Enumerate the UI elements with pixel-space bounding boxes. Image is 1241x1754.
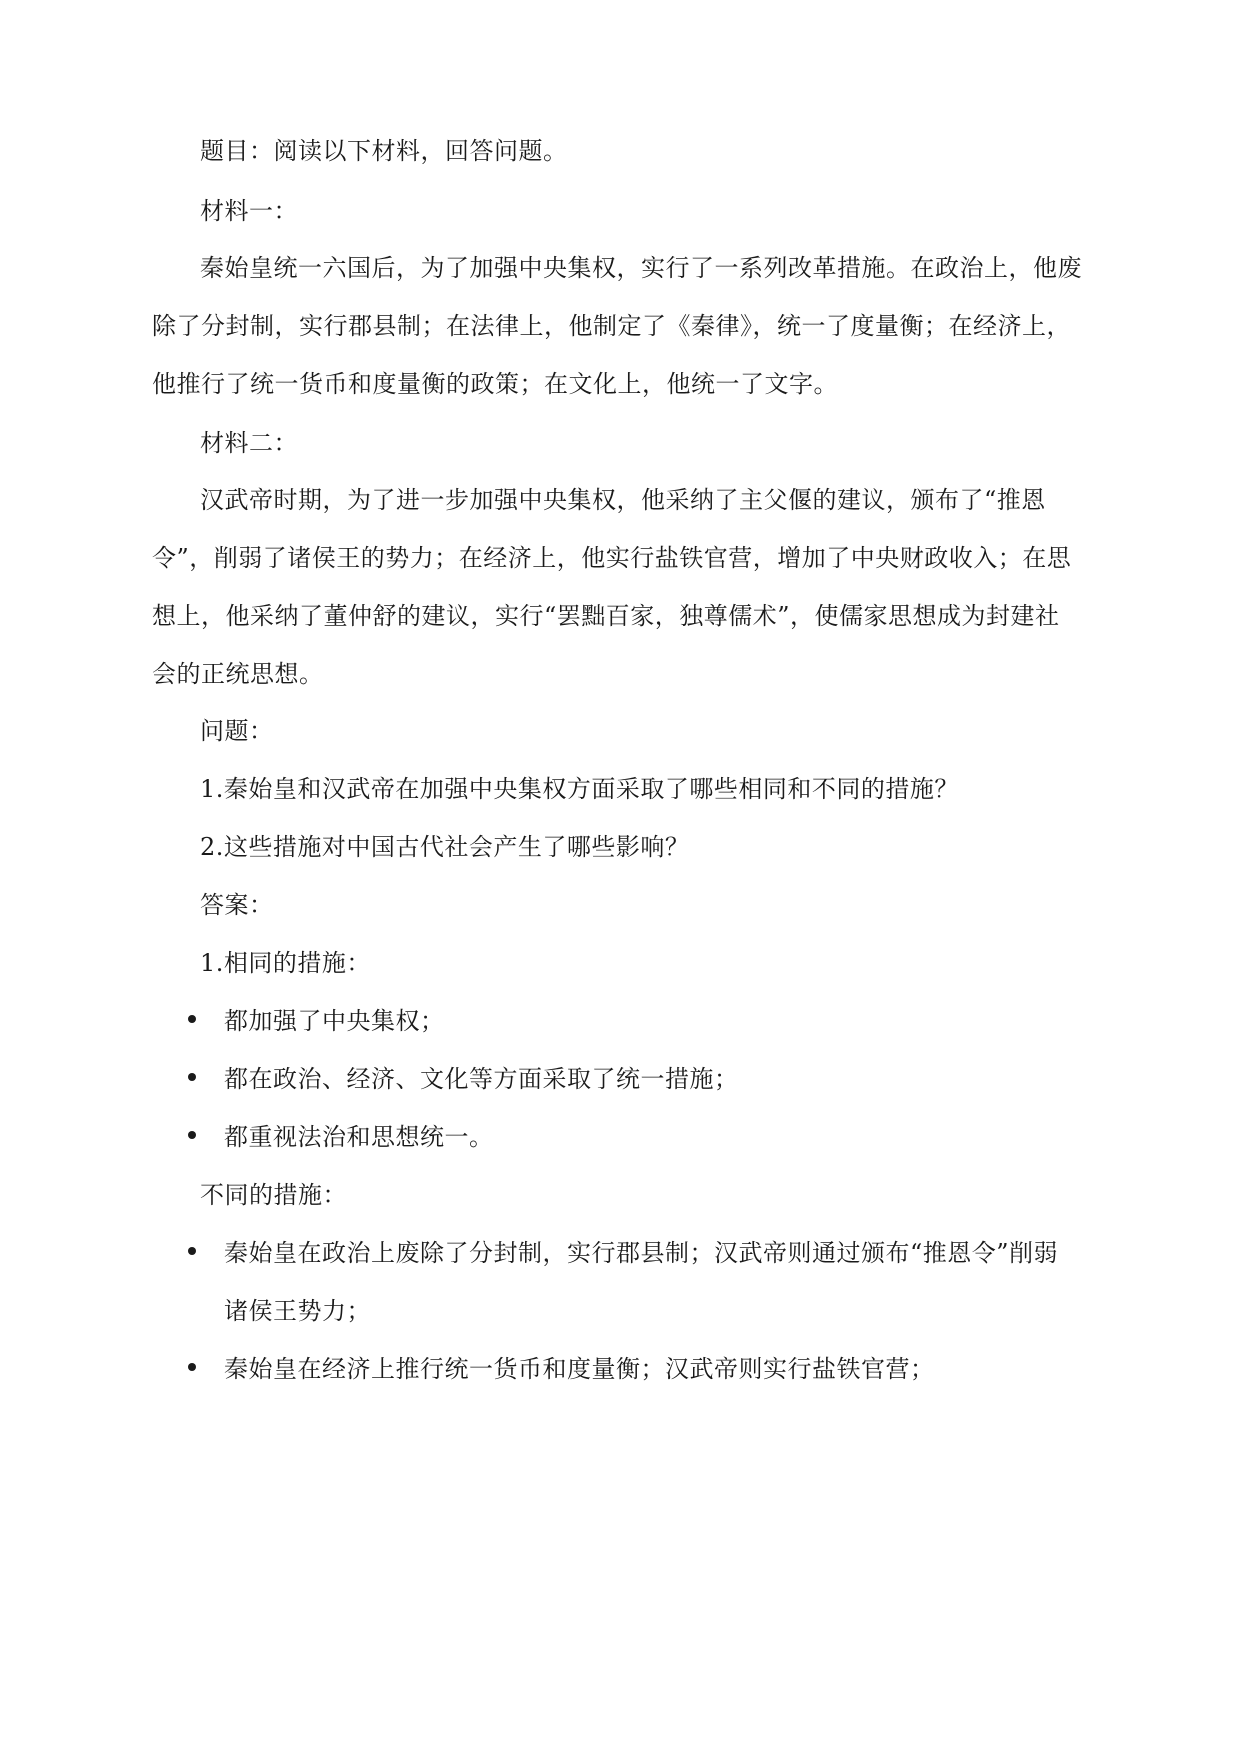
diff-measure-item-line: 秦始皇在经济上推行统一货币和度量衡；汉武帝则实行盐铁官营； (224, 1355, 935, 1383)
material2-line: 会的正统思想。 (152, 660, 324, 688)
material1-line: 秦始皇统一六国后，为了加强中央集权，实行了一系列改革措施。在政治上，他废 (200, 254, 1082, 282)
question-item: 1.秦始皇和汉武帝在加强中央集权方面采取了哪些相同和不同的措施？ (200, 775, 959, 803)
title-line: 题目：阅读以下材料，回答问题。 (200, 137, 568, 165)
same-measure-item: 都重视法治和思想统一。 (224, 1123, 494, 1151)
diff-measure-item-line: 诸侯王势力； (224, 1297, 371, 1325)
material1-line: 除了分封制，实行郡县制；在法律上，他制定了《秦律》，统一了度量衡；在经济上， (152, 312, 1071, 340)
answer-heading: 答案： (200, 891, 274, 919)
same-measure-item: 都加强了中央集权； (224, 1007, 445, 1035)
questions-heading: 问题： (200, 717, 274, 745)
same-measures-heading: 1.相同的措施： (200, 949, 371, 977)
bullet-icon (188, 1015, 196, 1023)
material2-line: 想上，他采纳了董仲舒的建议，实行“罢黜百家，独尊儒术”，使儒家思想成为封建社 (152, 602, 1060, 630)
bullet-icon (188, 1131, 196, 1139)
material2-heading: 材料二： (200, 429, 298, 457)
same-measure-item: 都在政治、经济、文化等方面采取了统一措施； (224, 1065, 739, 1093)
material1-heading: 材料一： (200, 197, 298, 225)
question-item: 2.这些措施对中国古代社会产生了哪些影响？ (200, 833, 690, 861)
diff-measure-item-line: 秦始皇在政治上废除了分封制，实行郡县制；汉武帝则通过颁布“推恩令”削弱 (224, 1239, 1059, 1267)
bullet-icon (188, 1363, 196, 1371)
material2-line: 令”，削弱了诸侯王的势力；在经济上，他实行盐铁官营，增加了中央财政收入；在思 (152, 544, 1072, 572)
diff-measures-heading: 不同的措施： (200, 1181, 347, 1209)
bullet-icon (188, 1073, 196, 1081)
material2-line: 汉武帝时期，为了进一步加强中央集权，他采纳了主父偃的建议，颁布了“推恩 (200, 486, 1046, 514)
material1-line: 他推行了统一货币和度量衡的政策；在文化上，他统一了文字。 (152, 370, 838, 398)
bullet-icon (188, 1247, 196, 1255)
